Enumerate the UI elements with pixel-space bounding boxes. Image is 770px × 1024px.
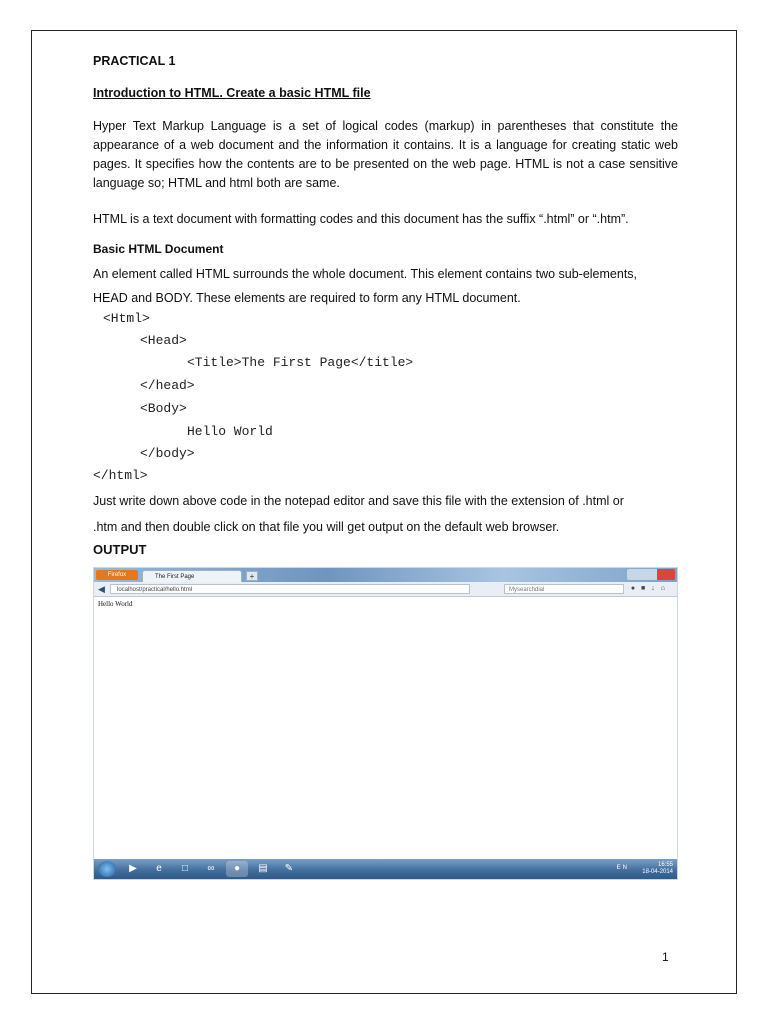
notepad-icon: ▤: [258, 863, 268, 874]
browser-titlebar: [94, 568, 677, 582]
clock-time: 16:55: [657, 862, 673, 868]
app-icon: ∞: [207, 863, 215, 874]
firefox-icon: ●: [226, 861, 248, 877]
back-arrow-icon: ◀: [98, 584, 105, 594]
basic-paragraph-line2: HEAD and BODY. These elements are required to form any HTML document.: [93, 291, 521, 305]
instruction-line2: .htm and then double click on that file you will get output on the default web browser.: [93, 520, 560, 534]
clock-date: 18-04-2014: [642, 869, 673, 875]
code-line: <Body>: [140, 401, 187, 416]
intro-paragraph: Hyper Text Markup Language is a set of logical codes (markup) in parentheses that constitute the appearance of a web document and the information it contains. It is a language for creating static web pages. It specifies how the contents are to be presented on the web page. HTML is not a case sensitive language so; HTML and html both are same.: [93, 119, 678, 190]
firefox-menu-button: Firefox: [96, 570, 138, 580]
output-heading: OUTPUT: [93, 542, 147, 557]
system-clock: [642, 862, 673, 876]
new-tab-button: +: [246, 571, 258, 581]
basic-html-heading: Basic HTML Document: [93, 242, 224, 256]
tray-language: EN: [616, 865, 629, 871]
code-line: </body>: [140, 446, 195, 461]
code-line: </head>: [140, 378, 195, 393]
window-controls: [627, 569, 675, 580]
browser-tab: The First Page: [142, 570, 242, 582]
instruction-line1: Just write down above code in the notepad editor and save this file with the extension of .html or: [93, 494, 624, 508]
media-player-icon: ▶: [129, 863, 137, 874]
practical-heading: PRACTICAL 1: [93, 54, 176, 68]
code-line: Hello World: [187, 424, 273, 439]
windows-taskbar: [94, 859, 677, 879]
paint-icon: ✎: [284, 863, 294, 874]
page-number: 1: [662, 950, 669, 964]
browser-screenshot: [93, 567, 678, 880]
code-line: <Head>: [140, 333, 187, 348]
search-box: Mysearchdial: [504, 584, 624, 594]
code-line: <Html>: [103, 311, 150, 326]
browser-page-text: Hello World: [98, 600, 133, 608]
toolbar-icons: ●■↓⌂: [630, 585, 671, 592]
suffix-paragraph: HTML is a text document with formatting codes and this document has the suffix “.html” or “.htm”.: [93, 212, 629, 226]
basic-paragraph-line1: An element called HTML surrounds the whole document. This element contains two sub-elements,: [93, 267, 638, 281]
internet-explorer-icon: e: [156, 863, 162, 874]
url-bar: localhost/practical/hello.html: [110, 584, 470, 594]
browser-navbar: [94, 582, 677, 597]
folder-icon: □: [181, 863, 189, 874]
intro-title: Introduction to HTML. Create a basic HTML file: [93, 86, 371, 100]
start-orb-icon: [98, 861, 116, 877]
code-line: <Title>The First Page</title>: [187, 355, 414, 370]
code-line: </html>: [93, 468, 148, 483]
